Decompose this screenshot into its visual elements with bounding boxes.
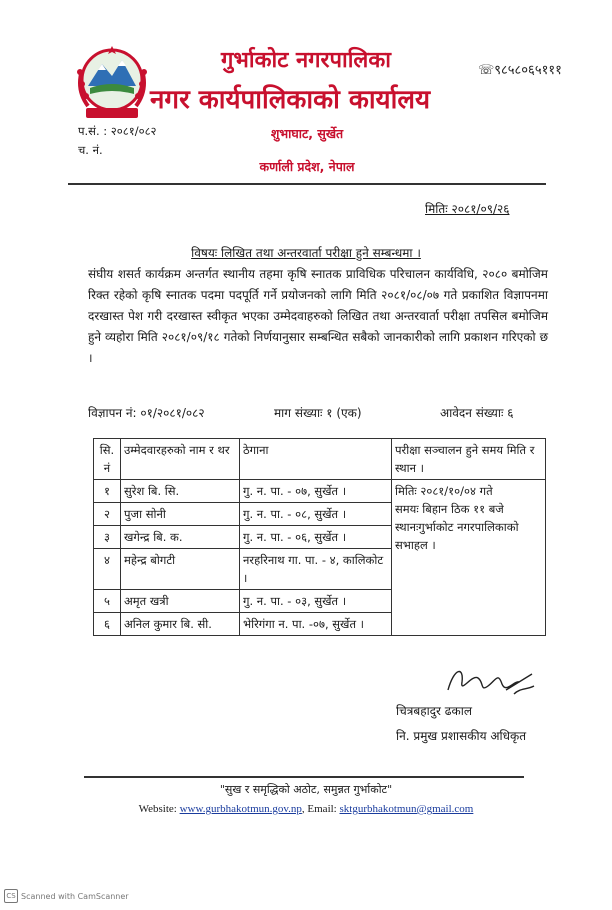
row-address: गु. न. पा. - ०७, सुर्खेत । bbox=[240, 480, 392, 503]
row-address: गु. न. पा. - ०३, सुर्खेत । bbox=[240, 590, 392, 613]
row-name: पुजा सोनी bbox=[121, 503, 240, 526]
camscanner-icon: CS bbox=[4, 889, 18, 903]
province-address: कर्णाली प्रदेश, नेपाल bbox=[259, 159, 355, 174]
row-name: सुरेश बि. सि. bbox=[121, 480, 240, 503]
notice-number: विज्ञापन नं: ०१/२०८१/०८२ bbox=[88, 406, 205, 420]
row-name: अमृत खत्री bbox=[121, 590, 240, 613]
municipality-name: गुर्भाकोट नगरपालिका bbox=[221, 48, 391, 73]
row-sn: २ bbox=[94, 503, 121, 526]
row-address: नरहरिनाथ गा. पा. - ४, कालिकोट । bbox=[240, 549, 392, 590]
footer-motto: "सुख र समृद्धिको अठोट, समुन्नत गुर्भाकोट" bbox=[219, 783, 393, 796]
letter-body: संघीय शसर्त कार्यक्रम अन्तर्गत स्थानीय तहमा कृषि स्नातक प्राविधिक परिचालन कार्यविधि, २०८० बमोजिम रिक्त रहेको कृषि स्नातक पदमा पदपूर्ति गर्ने प्रयोजनको लागि मिति २०८१/०८/०७ गते प्रकाशित विज्ञापनमा दरखास्त पेश गरी दरखास्त स्वीकृत भएका उम्मेदवाहरुको लिखित तथा अन्तरवार्ता परीक्षा तपसिल बमोजिम हुने व्यहोरा मिति २०८१/०९/१८ गतेको निर्णयानुसार सम्बन्धित सबैको जानकारीको लागि प्रकाशन गरिएको छ । bbox=[88, 267, 548, 365]
office-address: शुभाघाट, सुर्खेत bbox=[270, 126, 344, 141]
header-exam-info: परीक्षा सञ्चालन हुने समय मिति र स्थान । bbox=[392, 439, 546, 480]
dispatch-number: च. नं. bbox=[78, 143, 103, 157]
row-sn: १ bbox=[94, 480, 121, 503]
table-header-row bbox=[94, 439, 546, 480]
footer-contact: Website: www.gurbhakotmun.gov.np, Email: sktgurbhakotmun@gmail.com bbox=[138, 803, 474, 815]
row-sn: ५ bbox=[94, 590, 121, 613]
exam-time: समयः बिहान ठिक ११ बजे bbox=[395, 502, 504, 516]
email-link[interactable]: sktgurbhakotmun@gmail.com bbox=[339, 803, 474, 815]
applicant-count: आवेदन संख्याः ६ bbox=[440, 406, 514, 420]
email-label: Email: bbox=[307, 803, 337, 815]
header-sn: सि. नं bbox=[94, 439, 121, 480]
signatory-name: चित्रबहादुर ढकाल bbox=[396, 704, 472, 718]
row-address: भेरिगंगा न. पा. -०७, सुर्खेत । bbox=[240, 613, 392, 636]
phone-number: ☏९८५८०६५१११ bbox=[478, 63, 562, 78]
table-row bbox=[94, 480, 546, 503]
row-name: खगेन्द्र बि. क. bbox=[121, 526, 240, 549]
row-name: अनिल कुमार बि. सी. bbox=[121, 613, 240, 636]
website-label: Website: bbox=[138, 803, 177, 815]
row-name: महेन्द्र बोगटी bbox=[121, 549, 240, 590]
website-link[interactable]: www.gurbhakotmun.gov.np bbox=[179, 803, 302, 815]
row-sn: ४ bbox=[94, 549, 121, 590]
demand-count: माग संख्याः १ (एक) bbox=[274, 406, 362, 420]
letter-date: मितिः २०८१/०९/२६ bbox=[425, 202, 510, 216]
exam-date: मितिः २०८१/१०/०४ गते bbox=[395, 484, 493, 498]
letter-subject: विषयः लिखित तथा अन्तरवार्ता परीक्षा हुने सम्बन्धमा । bbox=[191, 246, 421, 260]
reference-number: प.सं. : २०८१/०८२ bbox=[78, 124, 157, 138]
signatory-designation: नि. प्रमुख प्रशासकीय अधिकृत bbox=[396, 729, 527, 743]
scanner-watermark bbox=[4, 889, 129, 903]
row-sn: ६ bbox=[94, 613, 121, 636]
header-divider bbox=[68, 183, 546, 185]
header-name: उम्मेदवारहरुको नाम र थर bbox=[121, 439, 240, 480]
header-address: ठेगाना bbox=[240, 439, 392, 480]
exam-place: स्थानःगुर्भाकोट नगरपालिकाको सभाहल । bbox=[395, 520, 519, 552]
watermark-text: Scanned with CamScanner bbox=[21, 891, 129, 901]
office-name: नगर कार्यपालिकाको कार्यालय bbox=[150, 85, 431, 115]
candidate-table bbox=[93, 438, 546, 636]
exam-info-cell bbox=[392, 480, 546, 636]
row-address: गु. न. पा. - ०६, सुर्खेत । bbox=[240, 526, 392, 549]
footer-divider bbox=[84, 776, 524, 778]
row-sn: ३ bbox=[94, 526, 121, 549]
signature-image bbox=[440, 660, 540, 702]
row-address: गु. न. पा. - ०८, सुर्खेत । bbox=[240, 503, 392, 526]
